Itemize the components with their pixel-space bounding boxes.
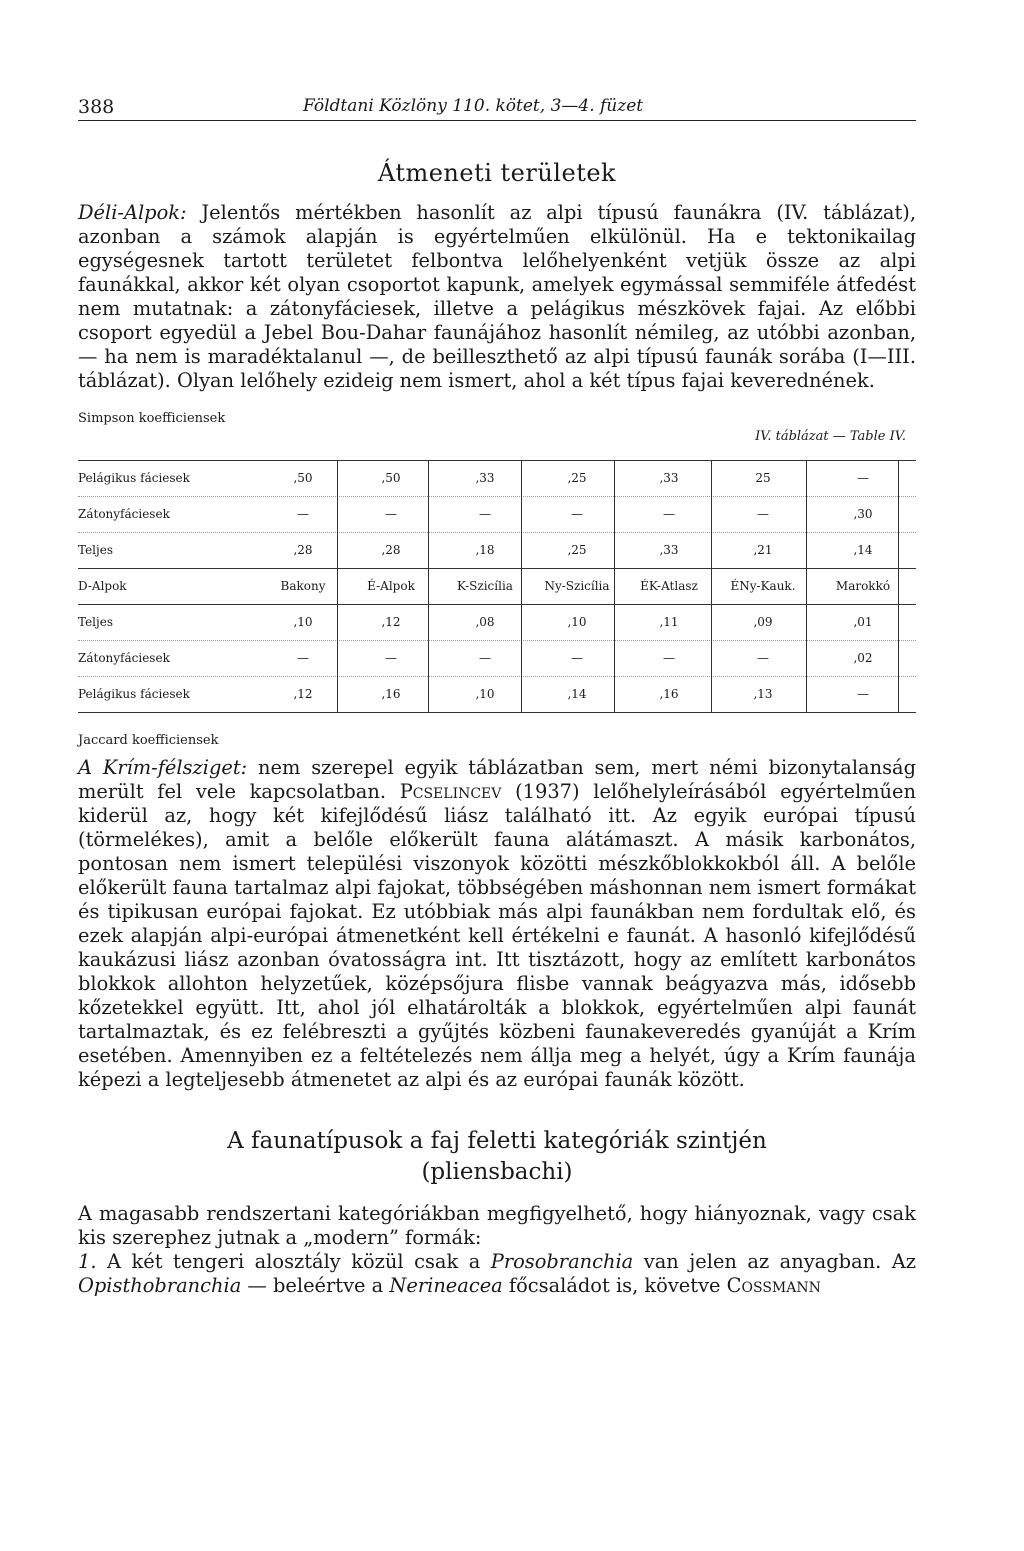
table-cell: ,10 [567, 615, 587, 629]
section-title-fauna-types [78, 1126, 916, 1188]
item-text: A két tengeri alosztály közül csak a [96, 1250, 491, 1273]
row-label: Teljes [78, 543, 113, 557]
table-row [78, 460, 916, 496]
paragraph-crimea [78, 756, 916, 1092]
page-number: 388 [78, 96, 115, 118]
table-cell: ,21 [753, 543, 773, 557]
table-cell: ,02 [853, 651, 873, 665]
column-divider [898, 460, 899, 712]
table-rule [78, 640, 916, 641]
table-cell: — [479, 651, 491, 665]
column-divider [337, 460, 338, 712]
table-cell: ,12 [381, 615, 401, 629]
running-title: Földtani Közlöny 110. kötet, 3—4. füzet [303, 96, 644, 116]
table-rule [78, 532, 916, 533]
table-cell: — [757, 507, 769, 521]
table-cell: 25 [755, 471, 771, 485]
row-label: Zátonyfáciesek [78, 507, 170, 521]
table-cell: ,14 [853, 543, 873, 557]
paragraph-lead: A Krím-félsziget: [78, 756, 248, 779]
table-cell: ,33 [475, 471, 495, 485]
column-divider [428, 460, 429, 712]
column-divider [614, 460, 615, 712]
table-cell: ,28 [293, 543, 313, 557]
paragraph-intro: A magasabb rendszertani kategóriákban megfigyelhető, hogy hiányoznak, vagy csak kis szerephez jutnak a „modern” formák: [78, 1202, 916, 1249]
author-name: Pcselincev [399, 780, 502, 803]
table-rule [78, 604, 916, 605]
paragraph-body: Jelentős mértékben hasonlít az alpi típusú faunákra (IV. táblázat), azonban a számok alapján is egyértelműen elkülönül. Ha e tektonikailag egységesnek tartott területet felbontva lelőhelyenként vetjük össze az alpi faunákkal, akkor két olyan csoportot kapunk, amelyek egymással semmiféle átfedést nem mutatnak: a zátonyfáciesek, illetve a pelágikus mészkövek fajai. Az előbbi csoport egyedül a Jebel Bou-Dahar faunájához hasonlít némileg, az utóbbi azonban, — ha nem is maradéktalanul —, de beilleszthető az alpi típusú faunák sorába (I—III. táblázat). Olyan lelőhely ezideig nem ismert, ahol a két típus fajai keverednének. [78, 201, 916, 392]
table-grid [78, 460, 916, 712]
table-cell: ,18 [475, 543, 495, 557]
section-title-transitional-areas: Átmeneti területek [377, 159, 617, 187]
table-rule [78, 712, 916, 713]
table-cell: ,50 [381, 471, 401, 485]
item-number: 1. [78, 1250, 97, 1273]
table-cell: — [571, 507, 583, 521]
section-title-line: (pliensbachi) [421, 1159, 573, 1185]
section-title-line: A faunatípusok a faj feletti kategóriák szintjén [227, 1128, 767, 1154]
row-label: Zátonyfáciesek [78, 651, 170, 665]
table-rule [78, 496, 916, 497]
item-text: — beleértve a [241, 1274, 390, 1297]
column-header: Bakony [280, 579, 326, 593]
paragraph-lead: Déli-Alpok: [78, 201, 187, 224]
table-cell: — [385, 651, 397, 665]
table-cell: ,14 [567, 687, 587, 701]
table-cell: ,50 [293, 471, 313, 485]
column-divider [711, 460, 712, 712]
row-label: Pelágikus fáciesek [78, 471, 190, 485]
table-cell: ,13 [753, 687, 773, 701]
document-page [78, 90, 916, 1298]
simpson-label: Simpson koefficiensek [78, 411, 226, 426]
row-label: Teljes [78, 615, 113, 629]
table-cell: ,16 [659, 687, 679, 701]
table-cell: — [385, 507, 397, 521]
table-caption: IV. táblázat — Table IV. [755, 429, 906, 444]
table-rule [78, 568, 916, 569]
column-divider [806, 460, 807, 712]
column-divider [521, 460, 522, 712]
table-cell: ,10 [293, 615, 313, 629]
table-row [78, 676, 916, 712]
row-label: Pelágikus fáciesek [78, 687, 190, 701]
table-row [78, 496, 916, 532]
table-cell: — [479, 507, 491, 521]
row-label: D-Alpok [78, 579, 127, 593]
column-header: ÉK-Atlasz [640, 579, 698, 593]
paragraph-body: nem szerepel egyik táblázatban sem, mert némi bizonytalanság merült fel vele kapcsolatban. [78, 756, 917, 803]
table-cell: — [663, 507, 675, 521]
table-rule [78, 676, 916, 677]
column-header: Marokkó [835, 579, 891, 593]
table-cell: ,12 [293, 687, 313, 701]
column-header: É-Alpok [367, 579, 415, 593]
table-cell: — [857, 687, 869, 701]
table-cell: ,08 [475, 615, 495, 629]
column-header: ÉNy-Kauk. [730, 579, 796, 593]
table-cell: ,30 [853, 507, 873, 521]
coefficient-table [78, 411, 916, 756]
table-cell: — [757, 651, 769, 665]
taxon-name: Prosobranchia [490, 1250, 634, 1273]
jaccard-label: Jaccard koefficiensek [78, 733, 219, 748]
table-cell: — [663, 651, 675, 665]
list-item-1 [78, 1250, 916, 1298]
table-cell: ,25 [567, 471, 587, 485]
table-row [78, 532, 916, 568]
table-cell: ,01 [853, 615, 873, 629]
table-cell: ,33 [659, 543, 679, 557]
taxon-name: Opisthobranchia [78, 1274, 242, 1297]
column-header: K-Szicília [457, 579, 513, 593]
table-cell: ,33 [659, 471, 679, 485]
table-cell: — [297, 507, 309, 521]
taxon-name: Nerineacea [389, 1274, 503, 1297]
paragraph-southern-alps [78, 201, 916, 393]
table-cell: ,28 [381, 543, 401, 557]
column-header: Ny-Szicília [544, 579, 610, 593]
table-cell: — [297, 651, 309, 665]
table-row [78, 604, 916, 640]
table-cell: — [857, 471, 869, 485]
item-text: van jelen az anyagban. Az [633, 1250, 916, 1273]
table-cell: — [571, 651, 583, 665]
item-text: főcsaládot is, követve [502, 1274, 727, 1297]
page-header [78, 90, 916, 121]
table-cell: ,25 [567, 543, 587, 557]
table-row [78, 640, 916, 676]
table-header-row [78, 568, 916, 604]
paragraph-body: (1937) lelőhelyleírásából egyértelműen kiderül az, hogy két kifejlődésű liász található itt. Az egyik európai típusú (törmelékes), amit a belőle előkerült fauna alátámaszt. A másik karbonátos, pontosan nem ismert települési viszonyok közötti mészkőblokkokból áll. A belőle előkerült fauna tartalmaz alpi fajokat, többségében máshonnan nem ismert formákat és tipikusan európai fajokat. Ez utóbbiak más alpi faunákban nem fordultak elő, és ezek alapján alpi-európai átmenetként kell értékelni e faunát. A hasonló kifejlődésű kaukázusi liász azonban óvatosságra int. Itt tisztázott, hogy az említett karbonátos blokkok allohton helyzetűek, középsőjura flisbe vannak beágyazva más, idősebb kőzetekkel együtt. Itt, ahol jól elhatárolták a blokkok, egyértelműen alpi faunát tartalmaztak, és ez felébreszti a gyűjtés közbeni faunakeveredés gyanúját a Krím esetében. Amennyiben ez a feltételezés nem állja meg a helyét, úgy a Krím faunája képezi a legteljesebb átmenetet az alpi és az európai faunák között. [78, 780, 917, 1091]
author-name: Cossmann [726, 1274, 821, 1297]
table-cell: ,10 [475, 687, 495, 701]
table-cell: ,11 [659, 615, 679, 629]
table-cell: ,09 [753, 615, 773, 629]
table-rule [78, 460, 916, 461]
table-cell: ,16 [381, 687, 401, 701]
